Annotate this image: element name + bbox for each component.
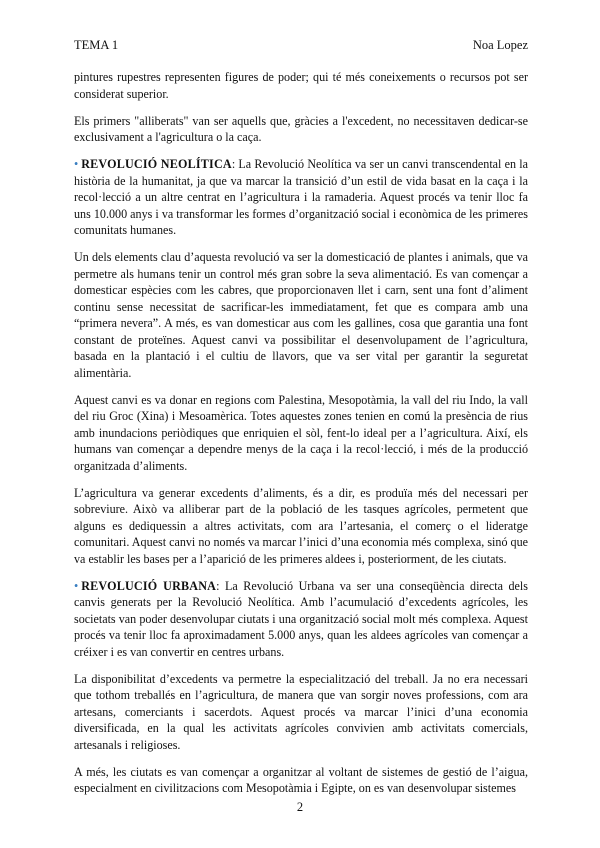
section-term-neolithic: REVOLUCIÓ NEOLÍTICA: [81, 157, 232, 171]
paragraph-neolithic: [74, 156, 528, 239]
paragraph: Aquest canvi es va donar en regions com Palestina, Mesopotàmia, la vall del riu Indo, la vall del riu Groc (Xina) i Mesoamèrica. Totes aquestes zones tenien en comú la presència de rius amb inundacions periòdiques que enriquien el sòl, fent-lo ideal per a l’agricultura. Així, els humans van començar a dependre menys de la caça i la recol·lecció, i més de la producció organitzada d’aliments.: [74, 392, 528, 473]
paragraph: Els primers "alliberats" van ser aquells que, gràcies a l'excedent, no necessitaven dedicar-se exclusivament a l'agricultura o la caça.: [74, 113, 528, 144]
document-body: [74, 69, 528, 807]
paragraph-urban: [74, 578, 528, 661]
paragraph: A més, les ciutats es van començar a organitzar al voltant de sistemes de gestió de l’aigua, especialment en civilitzacions com Mesopotàmia i Egipte, on es van desenvolupar sistemes: [74, 764, 528, 795]
page-number: 2: [296, 800, 304, 814]
header-author: Noa Lopez: [472, 38, 528, 52]
paragraph: Un dels elements clau d’aquesta revolució va ser la domesticació de plantes i animals, que va permetre als humans tenir un control més gran sobre la seva alimentació. Es van començar a domesticar espècies com les cabres, que proporcionaven llet i carn, sent una font d’aliment continu sense necessitat de sacrificar-les immediatament, fet que es compara amb una “primera nevera”. A més, es van domesticar aus com les gallines, cosa que garantia una font constant de proteïnes. Aquest canvi va possibilitar el desenvolupament de l’agricultura, basada en la plantació i el cultiu de llavors, que va ser vital per garantir la seguretat alimentària.: [74, 250, 528, 380]
paragraph: pintures rupestres representen figures de poder; qui té més coneixements o recursos pot ser considerat superior.: [74, 70, 528, 101]
paragraph-text: : La Revolució Urbana va ser una conseqüència directa dels canvis generats per la Revolució Neolítica. Amb l’acumulació d’excedents agrícoles, les societats van poder desenvolupar ciutats i una organització social molt més complexa. Aquest procés va tenir lloc fa aproximadament 5.000 anys, quan les aldees agrícoles van començar a créixer i es van convertir en centres urbans.: [74, 578, 528, 659]
paragraph: La disponibilitat d’excedents va permetre la especialització del treball. Ja no era necessari que tothom treballés en l’agricultura, de manera que van sorgir noves professions, com ara artesans, comerciants i sacerdots. Aquest procés va marcar l’inici d’una economia diversificada, en la qual les activitats agrícoles convivien amb activitats comercials, artesanals i religioses.: [74, 671, 528, 752]
bullet-icon: •: [74, 578, 79, 593]
bullet-icon: •: [74, 157, 79, 171]
paragraph-text: : La Revolució Neolítica va ser un canvi transcendental en la història de la humanitat, ja que va marcar la transició d’un estil de vida basat en la caça i la recol·lecció a un altre centrat en l’agricultura i la ramaderia. Aquest procés va tenir lloc fa uns 10.000 anys i va transformar les formes d’organització social i econòmica de les primeres comunitats humanes.: [74, 157, 528, 237]
paragraph: L’agricultura va generar excedents d’aliments, és a dir, es produïa més del necessari per sobreviure. Això va alliberar part de la població de les tasques agrícoles, permetent que alguns es dediquessin a altres activitats, com ara l’artesania, el comerç o el lideratge comunitari. Aquest canvi no només va marcar l’inici d’una economia més complexa, sinó que va establir les bases per a l’aparició de les primeres aldees i, posteriorment, de les ciutats.: [74, 485, 528, 566]
header-topic: TEMA 1: [74, 38, 119, 52]
page-footer: [0, 800, 600, 815]
page-header: [74, 38, 528, 53]
section-term-urban: REVOLUCIÓ URBANA: [81, 578, 217, 593]
